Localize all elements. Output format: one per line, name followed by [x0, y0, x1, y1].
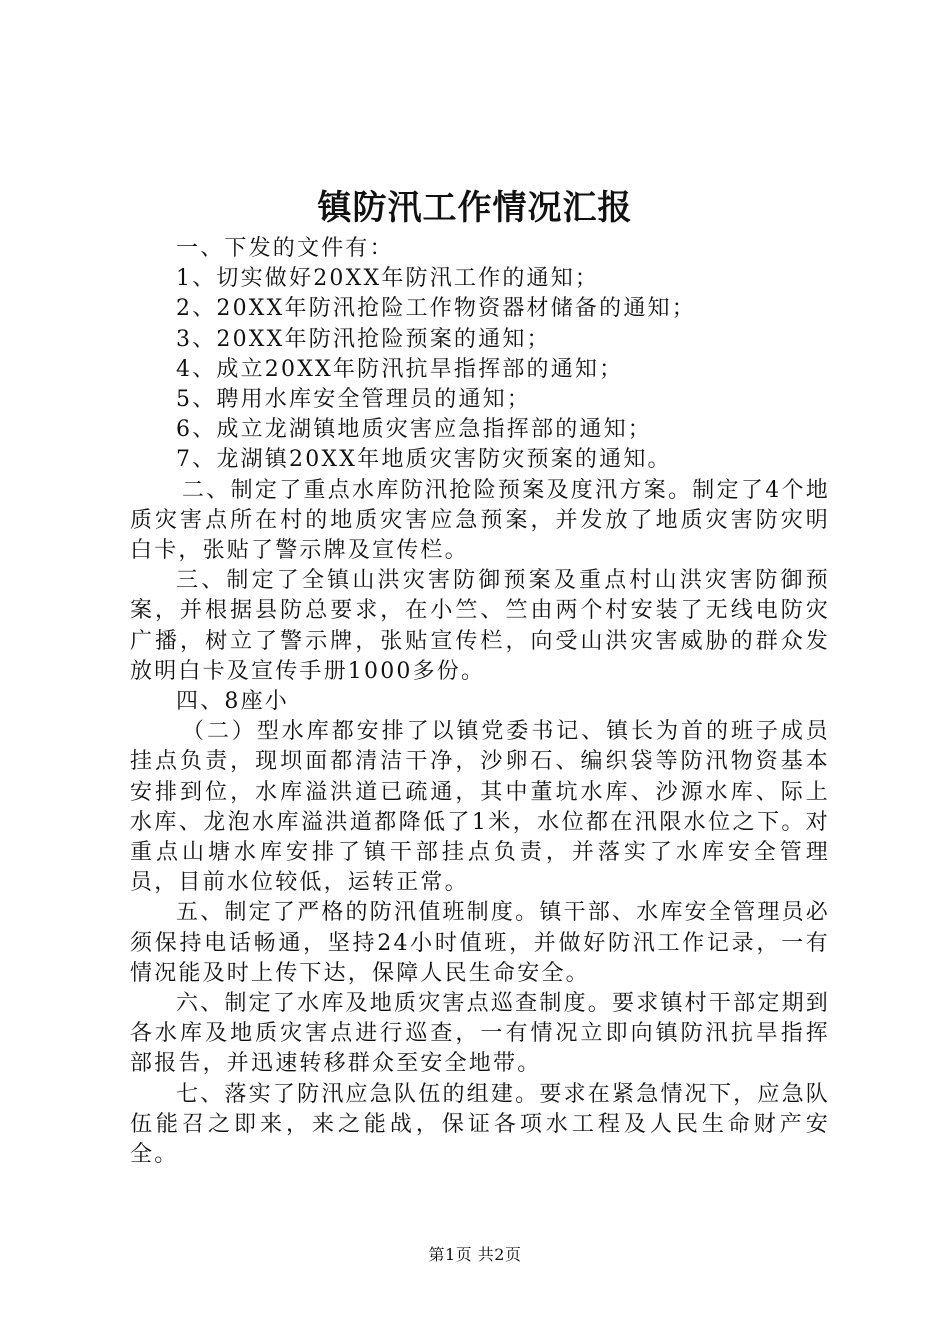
paragraph-section-7: 七、落实了防汛应急队伍的组建。要求在紧急情况下，应急队伍能召之即来，来之能战，保证各项水工程及人民生命财产安全。	[130, 1081, 830, 1168]
page-footer: 第1页 共2页	[428, 1245, 522, 1264]
list-item: 3、20XX年防汛抢险预案的通知；	[176, 326, 551, 352]
list-item: 4、成立20XX年防汛抗旱指挥部的通知；	[176, 356, 624, 382]
list-item: 6、成立龙湖镇地质灾害应急指挥部的通知；	[176, 417, 652, 443]
list-item: 7、龙湖镇20XX年地质灾害防灾预案的通知。	[176, 447, 672, 473]
paragraph-section-5: 五、制定了严格的防汛值班制度。镇干部、水库安全管理员必须保持电话畅通，坚持24小时值班，并做好防汛工作记录，一有情况能及时上传下达，保障人民生命安全。	[130, 900, 830, 986]
paragraph-section-2: 二、制定了重点水库防汛抢险预案及度汛方案。制定了4个地质灾害点所在村的地质灾害应急预案，并发放了地质灾害防灾明白卡，张贴了警示牌及宣传栏。	[130, 477, 830, 564]
document-body	[130, 234, 830, 1170]
paragraph-section-4-body: （二）型水库都安排了以镇党委书记、镇长为首的班子成员挂点负责，现坝面都清洁干净，沙卵石、编织袋等防汛物资基本安排到位，水库溢洪道已疏通，其中董坑水库、沙源水库、际上水库、龙泡水库溢洪道都降低了1米，水位都在汛限水位之下。对重点山塘水库安排了镇干部挂点负责，并落实了水库安全管理员，目前水位较低，运转正常。	[130, 719, 830, 896]
paragraph-section-4-heading: 四、8座小	[176, 689, 289, 715]
list-item: 5、聘用水库安全管理员的通知；	[176, 387, 531, 413]
document-title: 镇防汛工作情况汇报	[317, 188, 633, 228]
section-heading-files: 一、下发的文件有：	[176, 236, 394, 261]
list-item: 2、20XX年防汛抢险工作物资器材储备的通知；	[176, 296, 696, 322]
paragraph-section-6: 六、制定了水库及地质灾害点巡查制度。要求镇村干部定期到各水库及地质灾害点进行巡查，一有情况立即向镇防汛抗旱指挥部报告，并迅速转移群众至安全地带。	[130, 991, 830, 1077]
paragraph-section-3: 三、制定了全镇山洪灾害防御预案及重点村山洪灾害防御预案，并根据县防总要求，在小竺、竺由两个村安装了无线电防灾广播，树立了警示牌，张贴宣传栏，向受山洪灾害威胁的群众发放明白卡及宣传手册1000多份。	[130, 568, 830, 684]
list-item: 1、切实做好20XX年防汛工作的通知；	[176, 266, 600, 292]
